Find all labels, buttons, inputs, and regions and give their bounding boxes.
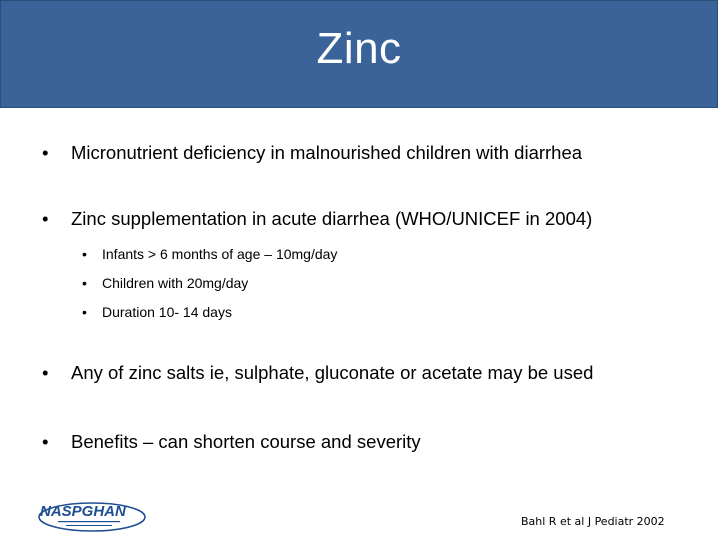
bullet-text: Benefits – can shorten course and severity [71,431,421,452]
bullet-item [42,208,592,230]
bullet-text: Zinc supplementation in acute diarrhea (WHO/UNICEF in 2004) [71,208,593,229]
citation: Bahl R et al J Pediatr 2002 [521,515,665,528]
bullet-glyph: • [82,275,87,291]
bullet-glyph: • [82,304,87,320]
logo-wordmark: NASPGHAN [40,503,126,520]
logo-tagline-line [66,525,112,526]
bullet-glyph: • [42,362,49,383]
bullet-glyph: • [82,246,87,262]
bullet-item [42,142,582,164]
title-bar [0,0,718,108]
sub-bullet-item [82,303,232,321]
bullet-glyph: • [42,431,49,452]
sub-bullet-text: Children with 20mg/day [102,275,249,291]
bullet-text: Micronutrient deficiency in malnourished children with diarrhea [71,142,583,163]
sub-bullet-item [82,245,337,263]
bullet-item [42,362,593,384]
sub-bullet-item [82,274,248,292]
bullet-glyph: • [42,208,49,229]
sub-bullet-text: Duration 10- 14 days [102,304,232,320]
slide-title: Zinc [316,24,402,73]
naspghan-logo [36,496,148,536]
bullet-glyph: • [42,142,49,163]
bullet-text: Any of zinc salts ie, sulphate, gluconate or acetate may be used [71,362,594,383]
logo-tagline-line [58,521,120,522]
sub-bullet-text: Infants > 6 months of age – 10mg/day [102,246,338,262]
bullet-item [42,431,421,453]
